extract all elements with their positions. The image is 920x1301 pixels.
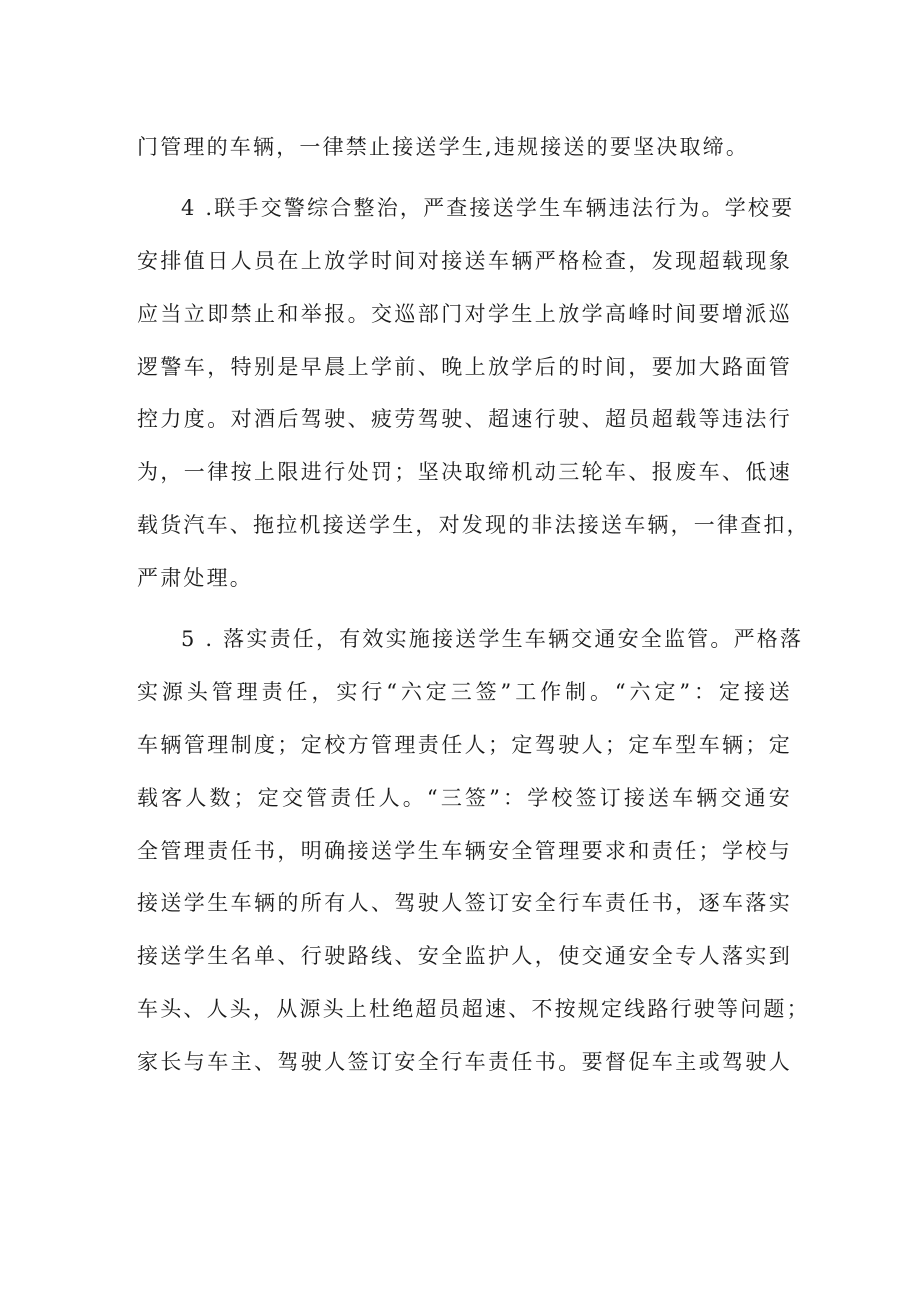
paragraph-5 — [137, 613, 810, 1089]
text-line: 严肃处理。 — [137, 566, 253, 591]
document-body — [137, 121, 810, 1089]
text-line: 4 .联手交警综合整治，严查接送学生车辆违法行为。学校要 — [181, 195, 795, 220]
text-line: 全管理责任书，明确接送学生车辆安全管理要求和责任；学校与 — [137, 838, 792, 863]
text-line: 门管理的车辆，一律禁止接送学生,违规接送的要坚决取缔。 — [137, 135, 750, 159]
text-line: 接送学生车辆的所有人、驾驶人签订安全行车责任书，逐车落实 — [137, 891, 792, 916]
text-line: 安排值日人员在上放学时间对接送车辆严格检查，发现超载现象 — [137, 248, 792, 273]
text-line: 逻警车，特别是早晨上学前、晚上放学后的时间，要加大路面管 — [137, 354, 792, 379]
text-line: 家长与车主、驾驶人签订安全行车责任书。要督促车主或驾驶人 — [137, 1050, 792, 1075]
text-line: 车辆管理制度；定校方管理责任人；定驾驶人；定车型车辆；定 — [137, 732, 792, 757]
text-line: 实源头管理责任，实行“六定三签”工作制。“六定”：定接送 — [137, 679, 792, 704]
text-line: 控力度。对酒后驾驶、疲劳驾驶、超速行驶、超员超载等违法行 — [137, 407, 792, 432]
text-line: 载货汽车、拖拉机接送学生，对发现的非法接送车辆，一律查扣， — [137, 513, 810, 538]
text-line: 为，一律按上限进行处罚；坚决取缔机动三轮车、报废车、低速 — [137, 460, 792, 485]
text-line: 应当立即禁止和举报。交巡部门对学生上放学高峰时间要增派巡 — [137, 301, 792, 326]
text-line: 车头、人头，从源头上杜绝超员超速、不按规定线路行驶等问题； — [137, 997, 810, 1022]
paragraph-4 — [137, 182, 810, 605]
paragraph-gap — [137, 174, 792, 182]
text-line: 载客人数；定交管责任人。“三签”：学校签订接送车辆交通安 — [137, 785, 792, 810]
text-line: 5 . 落实责任，有效实施接送学生车辆交通安全监管。严格落 — [181, 627, 804, 652]
paragraph-gap — [137, 605, 792, 613]
text-line: 接送学生名单、行驶路线、安全监护人，使交通安全专人落实到 — [137, 944, 792, 969]
paragraph-continuation — [137, 121, 792, 174]
